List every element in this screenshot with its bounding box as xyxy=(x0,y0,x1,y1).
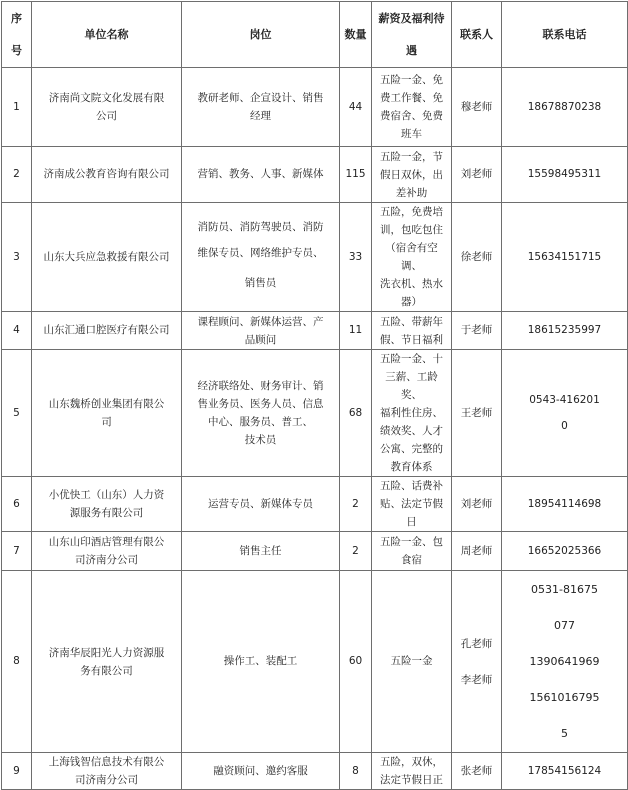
cell-line: 绩效奖、人才 xyxy=(380,425,443,437)
cell-quantity: 2 xyxy=(340,532,372,571)
cell-line: 器） xyxy=(401,296,422,308)
cell-pay xyxy=(372,68,452,147)
cell-contact xyxy=(452,571,502,753)
cell-line: （宿舍有空调、 xyxy=(385,242,438,272)
table-row xyxy=(2,312,628,350)
cell-line: 费工作餐、免 xyxy=(380,92,443,104)
recruitment-table xyxy=(1,1,628,790)
cell-line: 假、节日福利 xyxy=(380,333,443,346)
cell-line: 售业务员、医务人员、信息 xyxy=(197,398,324,410)
cell-position xyxy=(182,203,340,312)
header-unit: 单位名称 xyxy=(32,2,182,68)
cell-pay: 五险一金 xyxy=(372,571,452,753)
cell-line: 品顾问 xyxy=(244,333,277,346)
cell-contact: 张老师 xyxy=(452,753,502,790)
cell-contact: 徐老师 xyxy=(452,203,502,312)
cell-line: 法定节假日正 xyxy=(380,774,443,786)
table-row xyxy=(2,532,628,571)
cell-line: 假日双休，出 xyxy=(380,168,443,181)
cell-pay xyxy=(372,350,452,477)
cell-unit xyxy=(32,477,182,532)
header-pay-line: 薪资及福利待 xyxy=(378,11,445,25)
cell-line: 技术员 xyxy=(244,434,277,446)
cell-phone: 15634151715 xyxy=(502,203,628,312)
table-row xyxy=(2,203,628,312)
cell-position xyxy=(182,350,340,477)
cell-no: 8 xyxy=(2,571,32,753)
cell-line: 贴、法定节假 xyxy=(380,498,443,510)
cell-contact: 穆老师 xyxy=(452,68,502,147)
cell-phone: 18615235997 xyxy=(502,312,628,350)
cell-position: 营销、教务、人事、新媒体 xyxy=(182,147,340,203)
cell-pay xyxy=(372,312,452,350)
cell-line: 日 xyxy=(406,516,417,528)
cell-line: 班车 xyxy=(401,128,422,140)
cell-no: 9 xyxy=(2,753,32,790)
cell-line: 济南尚文院文化发展有限 xyxy=(48,92,165,104)
cell-unit: 济南成公教育咨询有限公司 xyxy=(32,147,182,203)
cell-contact: 周老师 xyxy=(452,532,502,571)
cell-line: 五险一金、免 xyxy=(380,74,443,86)
header-no-line: 序 xyxy=(11,11,22,25)
cell-line: 消防员、消防驾驶员、消防 xyxy=(197,221,324,233)
cell-pay xyxy=(372,477,452,532)
cell-line: 0531-81675 xyxy=(531,582,598,596)
cell-position: 销售主任 xyxy=(182,532,340,571)
cell-line: 077 xyxy=(554,618,575,632)
cell-line: 0 xyxy=(561,420,568,432)
cell-unit xyxy=(32,532,182,571)
header-row xyxy=(2,2,628,68)
cell-line: 教研老师、企宣设计、销售 xyxy=(197,92,324,104)
cell-quantity: 8 xyxy=(340,753,372,790)
cell-phone xyxy=(502,350,628,477)
cell-line: 司济南分公司 xyxy=(75,554,138,566)
cell-pay xyxy=(372,203,452,312)
cell-line: 1390641969 xyxy=(529,654,600,668)
cell-no: 3 xyxy=(2,203,32,312)
cell-quantity: 2 xyxy=(340,477,372,532)
cell-line: 五险，双休， xyxy=(380,756,443,768)
cell-line: 福利性住房、 xyxy=(380,407,443,419)
cell-no: 6 xyxy=(2,477,32,532)
header-pay-line: 遇 xyxy=(406,43,417,57)
cell-line: 食宿 xyxy=(401,554,422,566)
cell-line: 训，包吃包住 xyxy=(380,224,443,236)
cell-unit: 山东大兵应急救援有限公司 xyxy=(32,203,182,312)
cell-position: 操作工、装配工 xyxy=(182,571,340,753)
cell-contact: 刘老师 xyxy=(452,477,502,532)
table-row xyxy=(2,477,628,532)
cell-no: 1 xyxy=(2,68,32,147)
table-row xyxy=(2,753,628,790)
header-quantity: 数量 xyxy=(340,2,372,68)
table-row xyxy=(2,350,628,477)
cell-line: 山东山印酒店管理有限公 xyxy=(48,536,165,548)
cell-phone: 16652025366 xyxy=(502,532,628,571)
cell-line: 司 xyxy=(101,416,112,428)
cell-line: 济南华辰阳光人力资源服 xyxy=(48,646,165,659)
cell-line: 1561016795 xyxy=(529,690,600,704)
cell-contact: 于老师 xyxy=(452,312,502,350)
cell-line: 五险一金、十 xyxy=(380,353,443,365)
cell-line: 司济南分公司 xyxy=(75,774,138,786)
cell-line: 三薪、工龄奖、 xyxy=(385,371,438,401)
cell-phone xyxy=(502,571,628,753)
cell-line: 洗衣机、热水 xyxy=(380,278,443,290)
cell-line: 务有限公司 xyxy=(80,664,133,677)
cell-quantity: 115 xyxy=(340,147,372,203)
header-pay xyxy=(372,2,452,68)
cell-line: 孔老师 xyxy=(460,637,493,650)
cell-no: 4 xyxy=(2,312,32,350)
cell-line: 源服务有限公司 xyxy=(69,507,144,519)
cell-line: 经理 xyxy=(250,110,271,122)
cell-line: 销售员 xyxy=(244,277,277,289)
cell-pay xyxy=(372,532,452,571)
cell-quantity: 44 xyxy=(340,68,372,147)
header-phone: 联系电话 xyxy=(502,2,628,68)
cell-no: 2 xyxy=(2,147,32,203)
cell-line: 五险、话费补 xyxy=(380,480,443,492)
cell-unit xyxy=(32,350,182,477)
cell-quantity: 33 xyxy=(340,203,372,312)
cell-line: 公寓、完整的 xyxy=(380,443,443,455)
cell-contact: 刘老师 xyxy=(452,147,502,203)
cell-line: 教育体系 xyxy=(390,461,433,473)
cell-line: 五险一金，节 xyxy=(380,150,443,163)
table-row xyxy=(2,68,628,147)
cell-no: 7 xyxy=(2,532,32,571)
cell-pay xyxy=(372,753,452,790)
table-row xyxy=(2,147,628,203)
cell-line: 差补助 xyxy=(395,186,428,199)
cell-line: 0543-416201 xyxy=(529,394,600,406)
cell-pay xyxy=(372,147,452,203)
cell-position: 运营专员、新媒体专员 xyxy=(182,477,340,532)
cell-line: 经济联络处、财务审计、销 xyxy=(197,380,324,392)
cell-phone: 15598495311 xyxy=(502,147,628,203)
cell-line: 维保专员、网络维护专员、 xyxy=(197,247,324,259)
cell-line: 课程顾问、新媒体运营、产 xyxy=(197,315,324,328)
cell-line: 费宿舍、免费 xyxy=(380,110,443,122)
cell-position xyxy=(182,312,340,350)
cell-phone: 18954114698 xyxy=(502,477,628,532)
cell-line: 李老师 xyxy=(460,673,493,686)
cell-quantity: 68 xyxy=(340,350,372,477)
cell-unit xyxy=(32,68,182,147)
cell-line: 小优快工（山东）人力资 xyxy=(48,489,165,501)
cell-quantity: 11 xyxy=(340,312,372,350)
cell-contact: 王老师 xyxy=(452,350,502,477)
header-contact: 联系人 xyxy=(452,2,502,68)
cell-line: 公司 xyxy=(96,110,117,122)
cell-line: 山东魏桥创业集团有限公 xyxy=(48,398,165,410)
cell-phone: 18678870238 xyxy=(502,68,628,147)
cell-unit xyxy=(32,571,182,753)
cell-unit: 山东汇通口腔医疗有限公司 xyxy=(32,312,182,350)
header-position: 岗位 xyxy=(182,2,340,68)
header-no xyxy=(2,2,32,68)
cell-line: 上海钱智信息技术有限公 xyxy=(48,756,165,768)
cell-line: 中心、服务员、普工、 xyxy=(208,416,313,428)
header-no-line: 号 xyxy=(11,43,22,57)
cell-phone: 17854156124 xyxy=(502,753,628,790)
cell-quantity: 60 xyxy=(340,571,372,753)
cell-position xyxy=(182,68,340,147)
cell-unit xyxy=(32,753,182,790)
cell-position: 融资顾问、邀约客服 xyxy=(182,753,340,790)
cell-line: 五险一金、包 xyxy=(380,536,443,548)
cell-line: 5 xyxy=(561,726,568,740)
cell-line: 五险、带薪年 xyxy=(380,315,443,328)
cell-line: 五险，免费培 xyxy=(380,206,443,218)
table-row xyxy=(2,571,628,753)
cell-no: 5 xyxy=(2,350,32,477)
